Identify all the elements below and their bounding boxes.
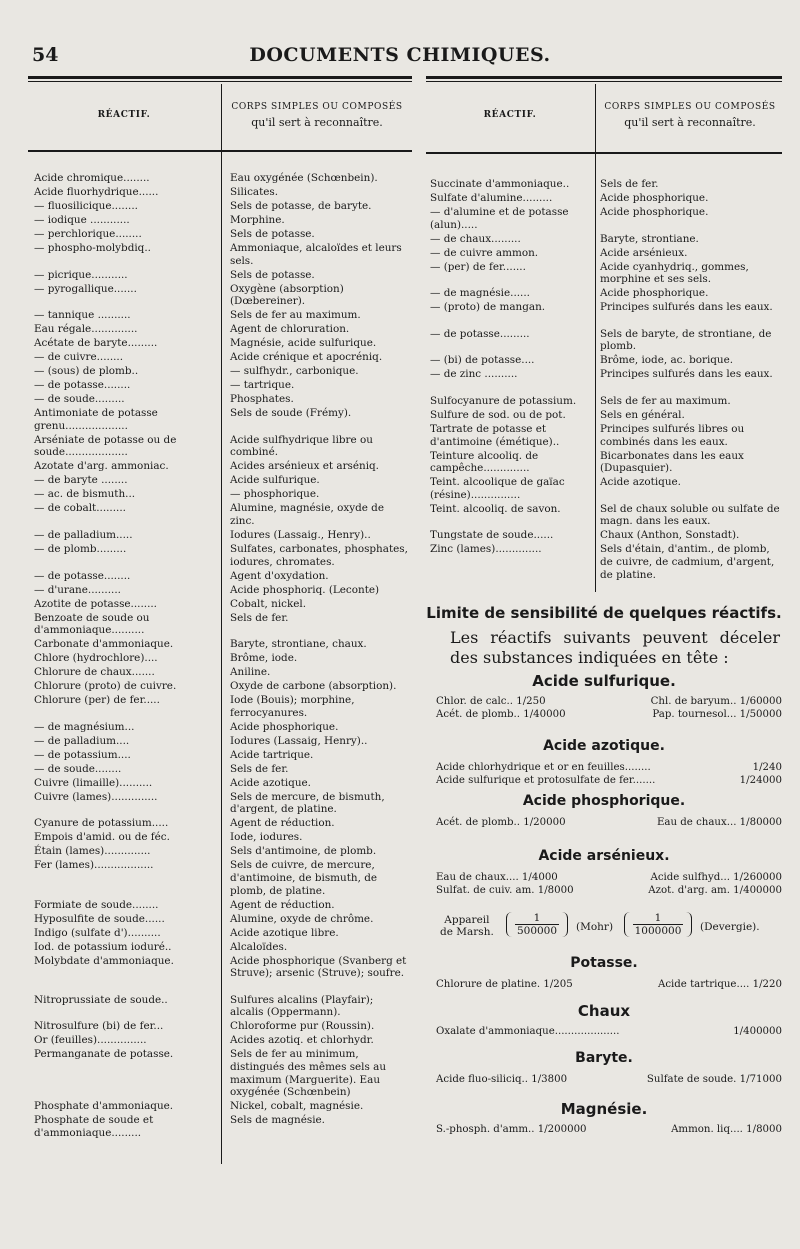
sensibility-value: Eau de chaux... 1/80000 bbox=[656, 817, 782, 828]
detected-substance-cell: Sels d'antimoine, de plomb. bbox=[230, 845, 377, 858]
detected-substance-cell: Sels de potasse. bbox=[230, 268, 315, 281]
left-top-rule-thin bbox=[28, 81, 412, 82]
sensibility-value: Acide sulfhyd... 1/260000 bbox=[650, 872, 782, 883]
detected-substance-cell: Iodures (Lassaig., Henry).. bbox=[230, 529, 371, 541]
reagent-cell: Fer (lames).................. bbox=[34, 859, 154, 872]
sensibility-line bbox=[436, 709, 782, 720]
detected-substance-cell: Morphine. bbox=[230, 214, 285, 226]
reagent-cell: Cyanure de potassium..... bbox=[34, 817, 169, 830]
detected-substance-cell: Sels de magnésie. bbox=[230, 1114, 325, 1127]
detected-substance-cell: Sels de potasse. bbox=[230, 228, 315, 240]
detected-substance-cell: Agent de chloruration. bbox=[230, 323, 350, 336]
right-heading-bodies: CORPS SIMPLES OU COMPOSÉS qu'il sert à reconnaître. bbox=[604, 102, 776, 129]
reagent-cell: Teint. alcooliq. de savon. bbox=[430, 502, 561, 515]
reagent-cell: Carbonate d'ammoniaque. bbox=[34, 638, 174, 651]
detected-substance-cell: Sels de potasse, de baryte. bbox=[230, 200, 372, 212]
sensibility-line bbox=[436, 775, 782, 786]
detected-substance-cell: Silicates. bbox=[230, 186, 279, 198]
reagent-cell: Formiate de soude........ bbox=[34, 898, 159, 911]
sensibility-line bbox=[436, 872, 782, 883]
detected-substance-cell: Acide phosphorique. bbox=[600, 192, 709, 204]
marsh-label-2: de Marsh. bbox=[440, 926, 494, 938]
detected-substance-cell: Oxyde de carbone (absorption). bbox=[230, 680, 397, 693]
detected-substance-cell: Acides arsénieux et arséniq. bbox=[230, 460, 379, 473]
reagent-cell: — de potassium.... bbox=[34, 748, 131, 761]
reagent-cell: — de palladium..... bbox=[34, 529, 133, 541]
detected-substance-cell: — sulfhydr., carbonique. bbox=[230, 365, 359, 378]
reagent-cell: — iodique ............ bbox=[34, 214, 130, 226]
detected-substance-cell: Sels d'étain, d'antim., de plomb, de cuivre, de cadmium, d'argent, de platine. bbox=[600, 543, 775, 581]
reagent-cell: Nitrosulfure (bi) de fer... bbox=[34, 1020, 164, 1033]
reagent-cell: — de cobalt......... bbox=[34, 502, 126, 515]
sensibility-line bbox=[436, 885, 782, 896]
reagent-cell: Acide fluorhydrique...... bbox=[34, 186, 159, 198]
detected-substance-cell: Sels de fer. bbox=[230, 762, 289, 775]
reagent-cell: — (proto) de mangan. bbox=[430, 301, 546, 314]
detected-substance-cell: Acide azotique. bbox=[600, 476, 681, 489]
detected-substance-cell: Sulfates, carbonates, phosphates, iodures, chromates. bbox=[230, 543, 408, 568]
detected-substance-cell: Bicarbonates dans les eaux (Dupasquier). bbox=[600, 449, 744, 475]
reagent-cell: Chlore (hydrochlore).... bbox=[34, 652, 158, 665]
detected-substance-cell: Sulfures alcalins (Playfair); alcalis (Oppermann). bbox=[230, 993, 374, 1019]
reagent-cell: Azotite de potasse........ bbox=[34, 597, 157, 610]
sensibility-value: S.-phosph. d'amm.. 1/200000 bbox=[436, 1124, 587, 1135]
reagent-cell: Eau régale.............. bbox=[34, 323, 138, 336]
reagent-cell: — de palladium.... bbox=[34, 734, 130, 747]
sensibility-value: Acide tartrique.... 1/220 bbox=[657, 979, 782, 990]
sensibility-value: Acét. de plomb.. 1/40000 bbox=[436, 709, 566, 720]
sensibility-value: Ammon. liq.... 1/8000 bbox=[671, 1124, 782, 1135]
sensibility-value: Acide fluo-siliciq.. 1/3800 bbox=[436, 1074, 568, 1085]
detected-substance-cell: Nickel, cobalt, magnésie. bbox=[230, 1100, 364, 1113]
detected-substance-cell: — tartrique. bbox=[230, 379, 295, 392]
sensibility-section-title: Acide arsénieux. bbox=[538, 848, 670, 864]
reagent-cell: — d'urane.......... bbox=[34, 583, 121, 596]
left-heading-reagent: RÉACTIF. bbox=[97, 110, 151, 120]
detected-substance-cell: Principes sulfurés libres ou combinés dans les eaux. bbox=[600, 423, 745, 448]
sensibility-value: Sulfate de soude. 1/71000 bbox=[646, 1074, 782, 1085]
sensibility-title: Limite de sensibilité de quelques réactifs. bbox=[426, 604, 782, 622]
reagent-cell: Tungstate de soude...... bbox=[430, 529, 554, 542]
detected-substance-cell: Acide sulfhydrique libre ou combiné. bbox=[230, 433, 373, 459]
detected-substance-cell: Baryte, strontiane. bbox=[600, 232, 699, 245]
detected-substance-cell: Iode (Bouis); morphine, ferrocyanures. bbox=[230, 694, 355, 719]
detected-substance-cell: Oxygène (absorption) (Dœbereiner). bbox=[230, 282, 344, 308]
reagent-cell: Chlorure de chaux....... bbox=[34, 666, 155, 679]
detected-substance-cell: Sels de cuivre, de mercure, d'antimoine, de bismuth, de plomb, de platine. bbox=[230, 859, 378, 897]
marsh-fraction-2: 1 1000000 bbox=[624, 912, 692, 937]
reagent-cell: — (bi) de potasse.... bbox=[430, 354, 535, 367]
reagent-cell: — de potasse........ bbox=[34, 379, 131, 392]
reagent-cell: — (per) de fer....... bbox=[430, 260, 526, 273]
detected-substance-cell: Acide tartrique. bbox=[230, 748, 314, 761]
reagent-cell: — de zinc .......... bbox=[430, 368, 518, 381]
detected-substance-cell: Sel de chaux soluble ou sulfate de magn. dans les eaux. bbox=[600, 502, 780, 528]
reagent-cell: — phospho-molybdiq.. bbox=[34, 242, 151, 254]
reagent-cell: Phosphate d'ammoniaque. bbox=[34, 1100, 174, 1113]
sensibility-line bbox=[436, 979, 782, 990]
detected-substance-cell: Acide azotique. bbox=[230, 776, 311, 789]
reagent-cell: Empois d'amid. ou de féc. bbox=[34, 831, 170, 844]
detected-substance-cell: Alumine, magnésie, oxyde de zinc. bbox=[230, 502, 384, 527]
detected-substance-cell: Sels de fer au maximum. bbox=[600, 395, 731, 407]
sensibility-section-title: Potasse. bbox=[570, 955, 638, 971]
reagent-cell: Teint. alcoolique de gaïac (résine)............... bbox=[430, 476, 565, 501]
sensibility-line bbox=[436, 1026, 782, 1037]
detected-substance-cell: Agent d'oxydation. bbox=[230, 569, 329, 582]
sensibility-line bbox=[436, 696, 782, 707]
reagent-cell: Chlorure (proto) de cuivre. bbox=[34, 680, 177, 693]
reagent-cell: — de magnésium... bbox=[34, 720, 135, 733]
detected-substance-cell: Brôme, iode. bbox=[230, 652, 298, 665]
detected-substance-cell: Aniline. bbox=[230, 666, 271, 679]
sensibility-value: Pap. tournesol... 1/50000 bbox=[652, 709, 782, 720]
sensibility-line bbox=[436, 817, 782, 828]
reagent-cell: — de soude........ bbox=[34, 762, 122, 775]
marsh-author-1: (Mohr) bbox=[576, 921, 614, 933]
left-top-rule bbox=[28, 76, 412, 79]
sensibility-value: Oxalate d'ammoniaque.................... bbox=[436, 1026, 620, 1037]
detected-substance-cell: Acide sulfurique. bbox=[230, 474, 320, 487]
detected-substance-cell: Sels en général. bbox=[600, 409, 685, 421]
detected-substance-cell: Acide crénique et apocréniq. bbox=[230, 351, 383, 364]
reagent-cell: Cuivre (lames).............. bbox=[34, 790, 158, 803]
reagent-cell: — de soude......... bbox=[34, 393, 125, 406]
reagent-cell: — de chaux......... bbox=[430, 232, 521, 245]
reagent-cell: — de baryte ........ bbox=[34, 474, 128, 487]
detected-substance-cell: Acides azotiq. et chlorhydr. bbox=[230, 1034, 374, 1047]
left-heading-bodies: CORPS SIMPLES OU COMPOSÉS qu'il sert à reconnaître. bbox=[231, 102, 403, 129]
reagent-cell: — de cuivre........ bbox=[34, 351, 124, 364]
detected-substance-cell: Magnésie, acide sulfurique. bbox=[230, 337, 377, 350]
running-head: DOCUMENTS CHIMIQUES. bbox=[249, 44, 551, 66]
reagent-cell: Acide chromique........ bbox=[34, 172, 150, 184]
detected-substance-cell: Sels de soude (Frémy). bbox=[230, 407, 352, 420]
detected-substance-cell: Iode, iodures. bbox=[230, 831, 303, 844]
sensibility-section-title: Magnésie. bbox=[560, 1100, 648, 1118]
reagent-cell: — picrique........... bbox=[34, 268, 128, 281]
reagent-cell: Succinate d'ammoniaque.. bbox=[430, 178, 570, 190]
detected-substance-cell: Principes sulfurés dans les eaux. bbox=[600, 301, 773, 314]
reagent-cell: — de plomb......... bbox=[34, 543, 127, 555]
reagent-cell: Acétate de baryte......... bbox=[34, 337, 158, 350]
marsh-fraction-1: 1 500000 bbox=[506, 912, 568, 937]
sensibility-value: Acide sulfurique et protosulfate de fer....... bbox=[436, 775, 656, 786]
detected-substance-cell: Sels de fer au maximum. bbox=[230, 309, 361, 322]
sensibility-section-title: Baryte. bbox=[575, 1050, 633, 1066]
reagent-cell: Cuivre (limaille).......... bbox=[34, 776, 153, 789]
detected-substance-cell: Alcaloïdes. bbox=[230, 940, 288, 953]
reagent-cell: — de magnésie...... bbox=[430, 287, 530, 300]
detected-substance-cell: Acide phosphorique (Svanberg et Struve); arsenic (Struve); soufre. bbox=[230, 954, 407, 980]
sensibility-value: Eau de chaux.... 1/4000 bbox=[436, 872, 558, 883]
detected-substance-cell: Iodures (Lassaig, Henry).. bbox=[230, 734, 368, 747]
marsh-label-1: Appareil bbox=[444, 914, 490, 926]
reagent-cell: Sulfocyanure de potassium. bbox=[430, 395, 577, 407]
reagent-cell: Étain (lames).............. bbox=[34, 845, 151, 858]
reagent-cell: Hyposulfite de soude...... bbox=[34, 912, 165, 925]
detected-substance-cell: Acide phosphorique. bbox=[230, 720, 339, 733]
reagent-cell: Sulfate d'alumine......... bbox=[430, 192, 553, 204]
sensibility-value: 1/400000 bbox=[733, 1026, 782, 1037]
left-header-bottom-rule bbox=[28, 150, 412, 152]
detected-substance-cell: Cobalt, nickel. bbox=[230, 597, 307, 610]
marsh-author-2: (Devergie). bbox=[700, 921, 760, 933]
reagent-cell: — perchlorique........ bbox=[34, 228, 142, 240]
sensibility-line bbox=[436, 762, 782, 773]
reagent-cell: Benzoate de soude ou d'ammoniaque.......... bbox=[34, 611, 150, 637]
left-column-divider bbox=[221, 84, 222, 1164]
reagent-cell: Tartrate de potasse et d'antimoine (émétique).. bbox=[430, 423, 560, 448]
detected-substance-cell: Agent de réduction. bbox=[230, 898, 335, 911]
sensibility-section-title: Acide azotique. bbox=[543, 738, 665, 754]
detected-substance-cell: Sels de fer. bbox=[230, 611, 289, 624]
reagent-cell: Molybdate d'ammoniaque. bbox=[34, 954, 174, 967]
reagent-cell: — fluosilicique........ bbox=[34, 200, 138, 212]
detected-substance-cell: Phosphates. bbox=[230, 393, 294, 406]
reagent-cell: Teinture alcooliq. de campêche.............. bbox=[430, 449, 539, 475]
sensibility-value: Azot. d'arg. am. 1/400000 bbox=[648, 885, 782, 896]
reagent-cell: Or (feuilles)............... bbox=[34, 1034, 147, 1047]
reagent-cell: Nitroprussiate de soude.. bbox=[34, 993, 168, 1006]
detected-substance-cell: Acide arsénieux. bbox=[600, 246, 688, 259]
reagent-cell: Chlorure (per) de fer..... bbox=[34, 694, 160, 707]
detected-substance-cell: Acide phosphoriq. (Leconte) bbox=[230, 583, 380, 596]
sensibility-value: 1/240 bbox=[752, 762, 782, 773]
reagent-cell: — de cuivre ammon. bbox=[430, 246, 539, 259]
reagent-cell: Azotate d'arg. ammoniac. bbox=[34, 460, 169, 473]
sensibility-line bbox=[436, 1124, 782, 1135]
right-column-divider bbox=[595, 84, 596, 592]
reagent-cell: Sulfure de sod. ou de pot. bbox=[430, 409, 566, 421]
sensibility-line bbox=[436, 1074, 782, 1085]
reagent-cell: Arséniate de potasse ou de soude................... bbox=[34, 433, 177, 459]
marsh-apparatus bbox=[436, 912, 782, 952]
sensibility-value: Chlorure de platine. 1/205 bbox=[436, 979, 573, 990]
sensibility-section-title: Acide sulfurique. bbox=[532, 672, 676, 690]
detected-substance-cell: Principes sulfurés dans les eaux. bbox=[600, 368, 773, 381]
sensibility-value: Sulfat. de cuiv. am. 1/8000 bbox=[436, 885, 574, 896]
reagent-cell: Phosphate de soude et d'ammoniaque......... bbox=[34, 1114, 154, 1139]
reagent-cell: — pyrogallique....... bbox=[34, 282, 137, 295]
detected-substance-cell: Sels de fer. bbox=[600, 178, 659, 190]
reagent-cell: Indigo (sulfate d').......... bbox=[34, 926, 161, 939]
detected-substance-cell: Eau oxygénée (Schœnbein). bbox=[230, 172, 378, 184]
page-number: 54 bbox=[32, 44, 59, 66]
detected-substance-cell: Acide phosphorique. bbox=[600, 206, 709, 218]
detected-substance-cell: Sels de fer au minimum, distingués des mêmes sels au maximum (Marguerite). Eau oxygénée (Schœnbein) bbox=[230, 1048, 387, 1099]
right-heading-reagent: RÉACTIF. bbox=[483, 110, 537, 120]
sensibility-section-title: Acide phosphorique. bbox=[522, 793, 686, 809]
reagent-cell: — de potasse........ bbox=[34, 569, 131, 582]
right-top-rule-thin bbox=[426, 81, 782, 82]
detected-substance-cell: Brôme, iode, ac. borique. bbox=[600, 354, 734, 367]
reagent-cell: — d'alumine et de potasse (alun)..... bbox=[430, 206, 569, 231]
reagent-cell: Antimoniate de potasse grenu................... bbox=[34, 407, 158, 432]
detected-substance-cell: Baryte, strontiane, chaux. bbox=[230, 638, 367, 651]
right-top-rule bbox=[426, 76, 782, 79]
reagent-cell: — tannique .......... bbox=[34, 309, 131, 322]
reagent-cell: — (sous) de plomb.. bbox=[34, 365, 139, 378]
sensibility-intro: Les réactifs suivants peuvent déceler des substances indiquées en tête : bbox=[450, 628, 780, 667]
reagent-cell: Permanganate de potasse. bbox=[34, 1048, 174, 1061]
sensibility-value: Acét. de plomb.. 1/20000 bbox=[436, 817, 566, 828]
sensibility-section-title: Chaux bbox=[577, 1002, 631, 1020]
reagent-cell: — de potasse......... bbox=[430, 327, 530, 340]
detected-substance-cell: Acide phosphorique. bbox=[600, 287, 709, 300]
reagent-cell: Iod. de potassium ioduré.. bbox=[34, 940, 172, 953]
detected-substance-cell: Chloroforme pur (Roussin). bbox=[230, 1020, 375, 1033]
detected-substance-cell: Acide azotique libre. bbox=[230, 926, 339, 939]
detected-substance-cell: — phosphorique. bbox=[230, 488, 320, 501]
detected-substance-cell: Sels de mercure, de bismuth, d'argent, de platine. bbox=[230, 790, 385, 816]
sensibility-value: Chl. de baryum.. 1/60000 bbox=[650, 696, 782, 707]
sensibility-value: 1/24000 bbox=[739, 775, 782, 786]
detected-substance-cell: Alumine, oxyde de chrôme. bbox=[230, 912, 374, 925]
reagent-cell: Zinc (lames).............. bbox=[430, 543, 542, 556]
right-header-bottom-rule bbox=[426, 152, 782, 154]
detected-substance-cell: Sels de baryte, de strontiane, de plomb. bbox=[600, 327, 772, 353]
detected-substance-cell: Ammoniaque, alcaloïdes et leurs sels. bbox=[230, 242, 402, 267]
sensibility-value: Acide chlorhydrique et or en feuilles........ bbox=[436, 762, 651, 773]
detected-substance-cell: Acide cyanhydriq., gommes, morphine et ses sels. bbox=[600, 260, 749, 286]
sensibility-value: Chlor. de calc.. 1/250 bbox=[436, 696, 546, 707]
detected-substance-cell: Agent de réduction. bbox=[230, 817, 335, 830]
reagent-cell: — ac. de bismuth... bbox=[34, 488, 136, 501]
detected-substance-cell: Chaux (Anthon, Sonstadt). bbox=[600, 529, 740, 542]
